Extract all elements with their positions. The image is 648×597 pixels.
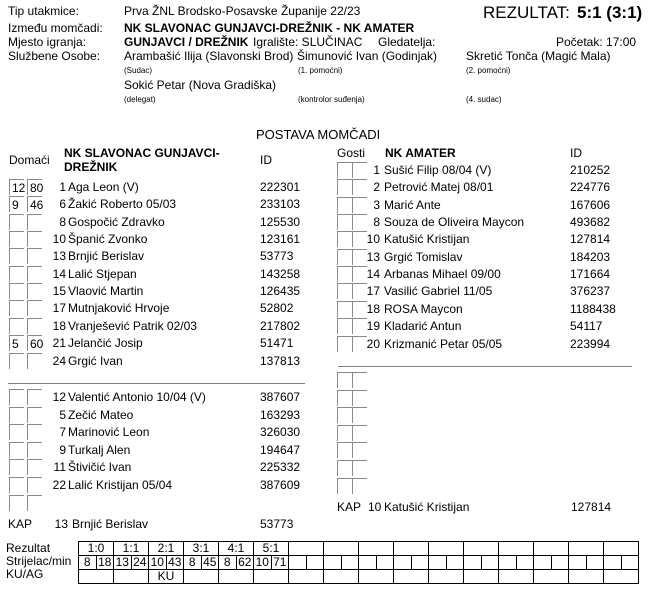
minute-cell bbox=[306, 556, 324, 570]
minute-box-out[interactable] bbox=[27, 389, 42, 405]
ku-ag-cell bbox=[184, 570, 219, 584]
ku-ag-cell bbox=[394, 570, 429, 584]
player-name: Souza de Oliveira Maycon bbox=[384, 215, 525, 230]
ku-ag-cell bbox=[604, 570, 639, 584]
player-name: Krizmanić Petar 05/05 bbox=[384, 336, 503, 351]
player-id: 493682 bbox=[570, 215, 611, 230]
ku-ag-cell bbox=[499, 570, 534, 584]
home-captain-number: 13 bbox=[54, 517, 68, 531]
minute-cell bbox=[516, 556, 534, 570]
minute-box-out[interactable] bbox=[27, 442, 42, 458]
minute-box-out[interactable] bbox=[27, 300, 42, 316]
sub-name: Turkalj Alen bbox=[68, 442, 131, 457]
away-captain-id: 127814 bbox=[571, 500, 612, 514]
player-number: 13 bbox=[366, 249, 380, 264]
player-number: 19 bbox=[366, 319, 380, 334]
home-divider bbox=[8, 383, 305, 384]
ku-ag-cell bbox=[534, 570, 569, 584]
sub-number: 9 bbox=[59, 442, 66, 457]
scorer-cell bbox=[604, 556, 622, 570]
player-name: Jelančić Josip bbox=[68, 336, 143, 351]
player-id: 52802 bbox=[260, 301, 294, 316]
minute-cell bbox=[621, 556, 639, 570]
minute-box-in[interactable] bbox=[9, 300, 24, 316]
teams-value: NK SLAVONAC GUNJAVCI-DREŽNIK - NK AMATER bbox=[124, 21, 415, 35]
player-name: Vasilić Gabriel 11/05 bbox=[384, 284, 493, 299]
sub-id: 194647 bbox=[260, 442, 301, 457]
minute-box-in[interactable] bbox=[337, 266, 352, 282]
player-number: 18 bbox=[52, 318, 66, 333]
player-id: 143258 bbox=[260, 266, 301, 281]
player-number: 6 bbox=[59, 197, 66, 212]
ku-ag-cell bbox=[79, 570, 114, 584]
sub-name: Valentić Antonio 10/04 (V) bbox=[68, 390, 206, 404]
venue-value: GUNJAVCI / DREŽNIK bbox=[124, 35, 249, 49]
result-cell: 1:1 bbox=[114, 542, 149, 556]
row-label-result: Rezultat bbox=[6, 541, 51, 555]
player-number: 24 bbox=[52, 353, 66, 368]
away-captain-name: Katušić Kristijan bbox=[384, 500, 470, 514]
player-name: Arbanas Mihael 09/00 bbox=[384, 267, 501, 282]
minute-box-out[interactable] bbox=[27, 214, 42, 230]
minute-box-out[interactable]: 46 bbox=[27, 196, 42, 212]
officials-label: Službene Osobe: bbox=[8, 49, 101, 63]
sub-id: 326030 bbox=[260, 425, 301, 440]
official-referee-role: (Sudac) bbox=[124, 66, 153, 75]
home-captain-name: Brnjić Berislav bbox=[72, 517, 149, 531]
minute-box-in[interactable] bbox=[337, 197, 352, 213]
row-label-ku-ag: KU/AG bbox=[6, 567, 44, 581]
sub-number: 11 bbox=[53, 460, 66, 475]
home-captain-label: KAP bbox=[8, 517, 33, 531]
minute-box-in[interactable] bbox=[337, 407, 352, 423]
player-number: 13 bbox=[52, 249, 66, 264]
result-cell bbox=[534, 542, 569, 556]
scorer-cell bbox=[499, 556, 517, 570]
player-id: 127814 bbox=[570, 232, 611, 247]
player-id: 123161 bbox=[260, 232, 301, 247]
result-cell: 4:1 bbox=[219, 542, 254, 556]
minute-box-out[interactable] bbox=[352, 442, 367, 458]
minute-cell bbox=[411, 556, 429, 570]
minute-cell bbox=[551, 556, 569, 570]
minute-box-in[interactable] bbox=[337, 179, 352, 195]
scorer-cell bbox=[534, 556, 552, 570]
score-row-ku-ag bbox=[79, 570, 639, 584]
minute-box-in[interactable] bbox=[9, 459, 24, 475]
player-name: Vlaović Martin bbox=[68, 284, 144, 299]
player-id: 167606 bbox=[570, 197, 611, 212]
official-fourth-role: (4. sudac) bbox=[466, 95, 502, 104]
minute-box-in[interactable] bbox=[9, 495, 24, 511]
minute-cell bbox=[376, 556, 394, 570]
player-number: 8 bbox=[59, 214, 66, 229]
away-team-name: NK AMATER bbox=[385, 146, 456, 160]
player-id: 233103 bbox=[260, 197, 301, 212]
home-side-label: Domaći bbox=[9, 153, 50, 167]
minute-box-in[interactable] bbox=[337, 318, 352, 334]
minute-box-in[interactable] bbox=[9, 214, 24, 230]
away-divider bbox=[338, 366, 632, 367]
scorer-cell: 8 bbox=[219, 556, 237, 570]
kickoff-time: Početak: 17:00 bbox=[556, 35, 637, 49]
minute-box-in[interactable] bbox=[9, 389, 24, 405]
player-id: 376237 bbox=[570, 284, 611, 299]
minute-box-in[interactable] bbox=[337, 442, 352, 458]
lineup-title: POSTAVA MOMČADI bbox=[256, 127, 381, 142]
minute-box-in[interactable] bbox=[9, 283, 24, 299]
player-number: 18 bbox=[366, 301, 380, 316]
player-id: 184203 bbox=[570, 249, 611, 264]
player-name: Vranješević Patrik 02/03 bbox=[68, 318, 197, 333]
ku-ag-cell bbox=[359, 570, 394, 584]
match-type-value: Prva ŽNL Brodsko-Posavske Županije 22/23 bbox=[124, 4, 361, 18]
minute-box-in[interactable] bbox=[337, 283, 352, 299]
sub-id: 387609 bbox=[260, 478, 301, 492]
result-cell: 5:1 bbox=[254, 542, 289, 556]
player-name: Grgić Ivan bbox=[68, 353, 123, 368]
player-name: Brnjić Berislav bbox=[68, 249, 145, 264]
player-id: 210252 bbox=[570, 163, 611, 177]
player-id: 125530 bbox=[260, 214, 301, 229]
scorer-cell: 13 bbox=[114, 556, 132, 570]
ku-ag-cell: KU bbox=[149, 570, 184, 584]
ku-ag-cell bbox=[324, 570, 359, 584]
minute-box-out[interactable] bbox=[352, 407, 367, 423]
minute-cell: 43 bbox=[166, 556, 184, 570]
home-team-name-line1: NK SLAVONAC GUNJAVCI- bbox=[64, 146, 220, 160]
official-delegate-role: (delegat) bbox=[124, 95, 156, 104]
home-captain-id: 53773 bbox=[260, 517, 294, 531]
player-name: Lalić Stjepan bbox=[68, 266, 137, 281]
minute-box-in[interactable] bbox=[337, 478, 352, 494]
ku-ag-cell bbox=[219, 570, 254, 584]
home-team-name-line2: DREŽNIK bbox=[64, 160, 118, 174]
player-id: 51471 bbox=[260, 336, 294, 351]
sub-number: 22 bbox=[52, 478, 66, 492]
venue-label: Mjesto igranja: bbox=[8, 35, 87, 49]
scorer-cell bbox=[464, 556, 482, 570]
minute-box-in[interactable] bbox=[9, 442, 24, 458]
row-label-scorer: Strijelac/min bbox=[6, 554, 72, 568]
minute-box-out[interactable] bbox=[27, 495, 42, 511]
minute-cell: 45 bbox=[201, 556, 219, 570]
scorer-cell bbox=[289, 556, 307, 570]
away-captain-number: 10 bbox=[368, 500, 382, 514]
result-cell bbox=[464, 542, 499, 556]
sub-name: Lalić Kristijan 05/04 bbox=[68, 478, 173, 492]
scorer-cell: 10 bbox=[254, 556, 272, 570]
player-id: 217802 bbox=[260, 318, 301, 333]
official-assistant1-name: Šimunović Ivan (Godinjak) bbox=[297, 49, 438, 63]
result-cell bbox=[394, 542, 429, 556]
player-name: Mutnjaković Hrvoje bbox=[68, 301, 170, 316]
sub-name: Štivičić Ivan bbox=[68, 460, 132, 475]
player-name: Katušić Kristijan bbox=[384, 232, 470, 247]
minute-box-out[interactable]: 60 bbox=[27, 335, 42, 351]
away-captain-label: KAP bbox=[337, 500, 362, 514]
player-number: 1 bbox=[373, 163, 380, 177]
spectators-label: Gledatelja: bbox=[378, 35, 436, 49]
minute-cell: 71 bbox=[271, 556, 289, 570]
minute-box-in[interactable] bbox=[9, 424, 24, 440]
result-cell: 2:1 bbox=[149, 542, 184, 556]
player-name: Žakić Roberto 05/03 bbox=[68, 197, 177, 212]
player-name: Sušić Filip 08/04 (V) bbox=[384, 163, 492, 177]
result-value: 5:1 (3:1) bbox=[577, 3, 643, 22]
player-number: 17 bbox=[52, 301, 66, 316]
result-label: REZULTAT: bbox=[483, 3, 570, 22]
official-controller-role: (kontrolor suđenja) bbox=[298, 95, 365, 104]
minute-box-out[interactable] bbox=[27, 353, 42, 369]
minute-box-in[interactable] bbox=[337, 336, 352, 352]
result-cell bbox=[569, 542, 604, 556]
scorer-cell bbox=[569, 556, 587, 570]
minute-cell: 18 bbox=[96, 556, 114, 570]
minute-cell bbox=[481, 556, 499, 570]
result-cell bbox=[324, 542, 359, 556]
pitch-value: Igralište: SLUČINAC bbox=[253, 35, 363, 49]
player-id: 1188438 bbox=[570, 301, 616, 316]
sub-id: 387607 bbox=[260, 390, 301, 404]
ku-ag-cell bbox=[254, 570, 289, 584]
score-row-labels bbox=[6, 542, 71, 581]
away-id-header: ID bbox=[570, 146, 582, 160]
minute-box-out[interactable] bbox=[352, 478, 367, 494]
minute-cell bbox=[586, 556, 604, 570]
official-assistant2-name: Skretić Tonča (Magić Mala) bbox=[466, 49, 611, 63]
scorer-cell bbox=[359, 556, 377, 570]
player-id: 171664 bbox=[570, 267, 611, 282]
minute-cell bbox=[341, 556, 359, 570]
result-cell: 1:0 bbox=[79, 542, 114, 556]
player-name: Gospočić Zdravko bbox=[68, 214, 165, 229]
minute-box-in[interactable] bbox=[337, 162, 352, 178]
minute-cell bbox=[446, 556, 464, 570]
sub-number: 5 bbox=[59, 407, 66, 422]
minute-box-in[interactable] bbox=[337, 301, 352, 317]
scorer-cell bbox=[429, 556, 447, 570]
minute-box-in[interactable] bbox=[9, 353, 24, 369]
minute-box-out[interactable] bbox=[27, 248, 42, 264]
player-number: 10 bbox=[366, 232, 380, 247]
minute-box-in[interactable] bbox=[337, 249, 352, 265]
sub-number: 12 bbox=[52, 390, 66, 404]
minute-box-in[interactable]: 5 bbox=[9, 335, 24, 351]
minute-box-out[interactable] bbox=[352, 460, 367, 476]
ku-ag-cell bbox=[569, 570, 604, 584]
teams-label: Između momčadi: bbox=[8, 21, 103, 35]
minute-box-in[interactable] bbox=[9, 477, 24, 493]
player-number: 21 bbox=[52, 336, 66, 351]
player-id: 223994 bbox=[570, 336, 611, 351]
minute-box-out[interactable] bbox=[352, 372, 367, 388]
player-name: Kladarić Antun bbox=[384, 319, 462, 334]
minute-box-out[interactable] bbox=[27, 424, 42, 440]
away-side-label: Gosti bbox=[337, 146, 366, 160]
player-number: 14 bbox=[366, 267, 380, 282]
result-cell bbox=[604, 542, 639, 556]
minute-box-in[interactable] bbox=[337, 460, 352, 476]
player-number: 1 bbox=[59, 180, 66, 194]
sub-name: Zečić Mateo bbox=[68, 407, 134, 422]
minute-cell: 24 bbox=[131, 556, 149, 570]
match-type-label: Tip utakmice: bbox=[8, 4, 79, 18]
player-name: Grgić Tomislav bbox=[384, 249, 463, 264]
minute-box-in[interactable]: 9 bbox=[9, 196, 24, 212]
ku-ag-cell bbox=[114, 570, 149, 584]
minute-box-out[interactable] bbox=[352, 390, 367, 406]
player-number: 8 bbox=[373, 215, 380, 230]
player-id: 137813 bbox=[260, 353, 301, 368]
score-row-result bbox=[79, 542, 639, 556]
result-cell bbox=[289, 542, 324, 556]
score-table bbox=[78, 541, 639, 584]
scorer-cell: 10 bbox=[149, 556, 167, 570]
home-team-name bbox=[64, 146, 220, 174]
player-number: 2 bbox=[373, 180, 380, 195]
minute-box-out[interactable] bbox=[27, 477, 42, 493]
result-cell bbox=[499, 542, 534, 556]
ku-ag-cell bbox=[464, 570, 499, 584]
minute-box-in[interactable] bbox=[9, 248, 24, 264]
ku-ag-cell bbox=[429, 570, 464, 584]
minute-box-out[interactable] bbox=[27, 318, 42, 334]
minute-box-in[interactable] bbox=[9, 266, 24, 282]
minute-box-out[interactable] bbox=[27, 407, 42, 423]
minute-box-in[interactable] bbox=[9, 318, 24, 334]
result-cell bbox=[359, 542, 394, 556]
scorer-cell bbox=[394, 556, 412, 570]
player-id: 126435 bbox=[260, 284, 301, 299]
ku-ag-cell bbox=[289, 570, 324, 584]
minute-box-in[interactable] bbox=[9, 407, 24, 423]
minute-box-in[interactable] bbox=[9, 231, 24, 247]
scorer-cell bbox=[324, 556, 342, 570]
result-cell: 3:1 bbox=[184, 542, 219, 556]
player-number: 3 bbox=[373, 197, 380, 212]
minute-box-out[interactable] bbox=[27, 266, 42, 282]
minute-cell: 62 bbox=[236, 556, 254, 570]
official-assistant2-role: (2. pomoćni) bbox=[466, 66, 511, 75]
minute-box-out[interactable] bbox=[27, 283, 42, 299]
scorer-cell: 8 bbox=[79, 556, 97, 570]
official-assistant1-role: (1. pomoćni) bbox=[298, 66, 343, 75]
minute-box-out[interactable] bbox=[352, 425, 367, 441]
player-number: 15 bbox=[52, 284, 66, 299]
minute-box-in[interactable] bbox=[337, 372, 352, 388]
score-row-scorer bbox=[79, 556, 639, 570]
player-name: Španić Zvonko bbox=[68, 232, 148, 247]
player-id: 222301 bbox=[260, 180, 301, 194]
minute-box-in[interactable] bbox=[337, 390, 352, 406]
player-id: 54117 bbox=[570, 319, 603, 334]
player-name: Aga Leon (V) bbox=[68, 180, 139, 194]
player-id: 224776 bbox=[570, 180, 611, 195]
home-id-header: ID bbox=[260, 153, 272, 167]
player-name: Marić Ante bbox=[384, 197, 441, 212]
player-number: 17 bbox=[366, 284, 380, 299]
player-number: 10 bbox=[52, 232, 66, 247]
sub-name: Marinović Leon bbox=[68, 425, 150, 440]
minute-box-in[interactable]: 12 bbox=[9, 179, 24, 195]
player-name: Petrović Matej 08/01 bbox=[384, 180, 494, 195]
official-delegate-name: Sokić Petar (Nova Gradiška) bbox=[124, 78, 277, 92]
scorer-cell: 8 bbox=[184, 556, 202, 570]
minute-box-in[interactable] bbox=[337, 231, 352, 247]
official-referee-name: Arambašić Ilija (Slavonski Brod) bbox=[124, 49, 294, 63]
sub-id: 225332 bbox=[260, 460, 301, 475]
minute-box-out[interactable] bbox=[27, 459, 42, 475]
player-name: ROSA Maycon bbox=[384, 301, 463, 316]
player-number: 20 bbox=[366, 336, 380, 351]
minute-box-in[interactable] bbox=[337, 425, 352, 441]
player-id: 53773 bbox=[260, 249, 294, 264]
sub-id: 163293 bbox=[260, 407, 301, 422]
sub-number: 7 bbox=[59, 425, 66, 440]
player-number: 14 bbox=[52, 266, 66, 281]
result-cell bbox=[429, 542, 464, 556]
minute-box-out[interactable] bbox=[27, 231, 42, 247]
minute-box-out[interactable]: 80 bbox=[27, 179, 42, 195]
minute-box-in[interactable] bbox=[337, 214, 352, 230]
